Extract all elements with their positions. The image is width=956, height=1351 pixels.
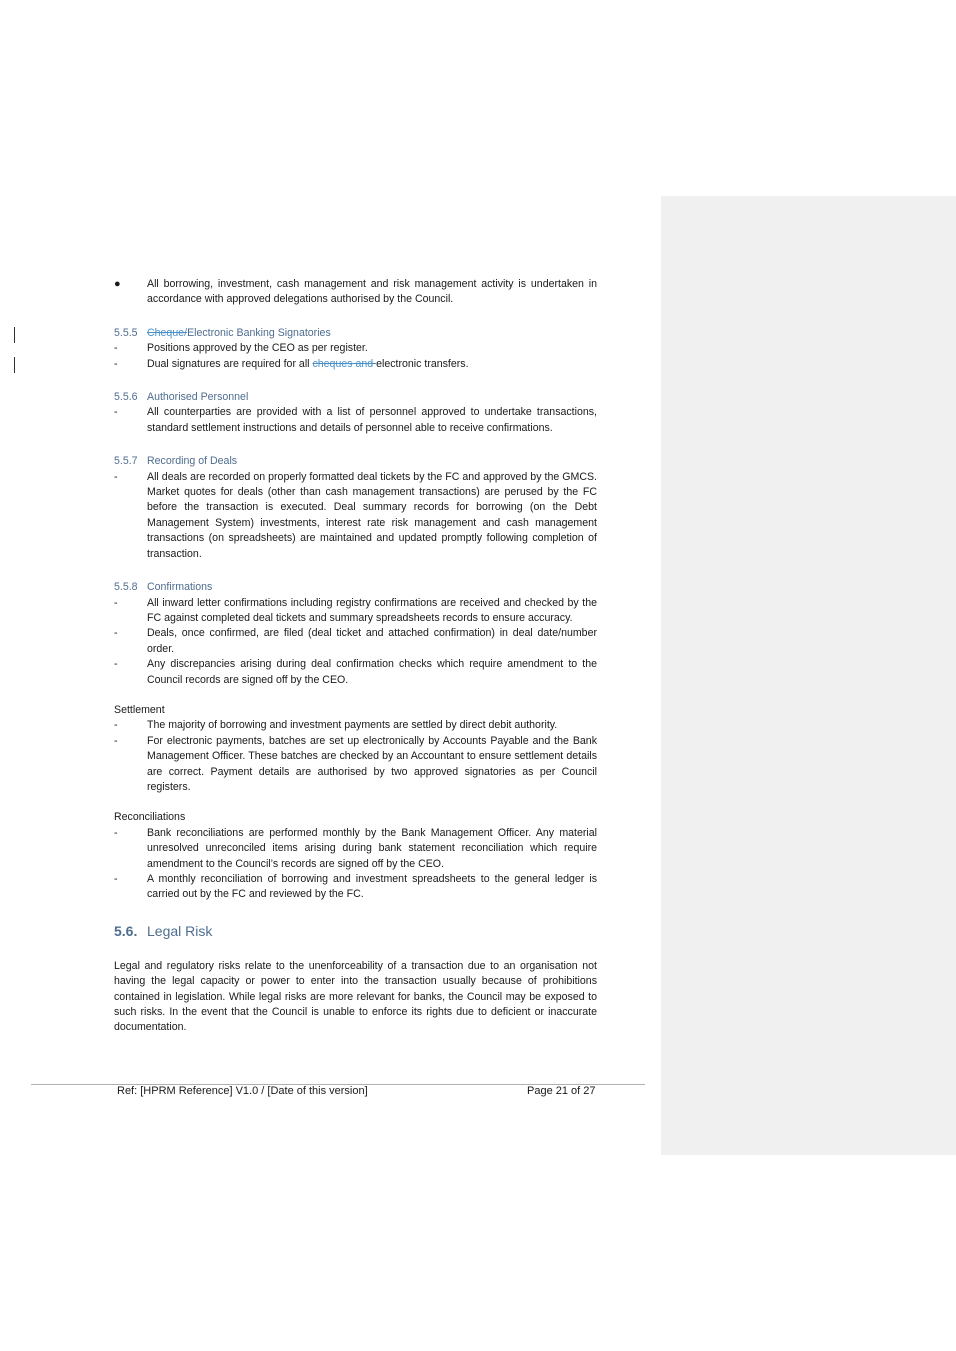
dash-icon: -: [114, 719, 118, 732]
change-bar: [14, 327, 15, 343]
dash-icon: -: [114, 627, 118, 640]
document-body: [114, 277, 597, 1036]
dash-icon: -: [114, 406, 118, 419]
list-item: ● All borrowing, investment, cash management and risk management activity is undertaken in accordance with approved delegations authorised by the Council.: [114, 278, 597, 306]
list-item: - A monthly reconciliation of borrowing and investment spreadsheets to the general ledger is carried out by the FC and reviewed by the FC.: [114, 873, 597, 901]
list-item: - Any discrepancies arising during deal confirmation checks which require amendment to the Council records are signed off by the CEO.: [114, 658, 597, 686]
dash-icon: -: [114, 357, 118, 370]
list-item: - Bank reconciliations are performed monthly by the Bank Management Officer. Any material unresolved unreconciled items arising during bank statement reconciliation which require amendment to the Council’s records are signed off by the CEO.: [114, 826, 597, 870]
dash-icon: -: [114, 826, 118, 839]
dash-icon: -: [114, 342, 118, 355]
comment-pane: [661, 196, 956, 1155]
bullet-icon: ●: [114, 278, 121, 290]
heading-5-5-6: 5.5.6 Authorised Personnel: [114, 391, 249, 404]
deleted-text: Cheque/: [147, 326, 188, 339]
change-bar: [14, 357, 15, 373]
heading-5-5-5: 5.5.5 Cheque/Electronic Banking Signatories: [114, 326, 331, 339]
heading-5-5-8: 5.5.8 Confirmations: [114, 581, 213, 594]
list-item: - All inward letter confirmations including registry confirmations are received and checked by the FC against completed deal tickets and summary spreadsheets records to ensure accuracy.: [114, 596, 597, 624]
dash-icon: -: [114, 596, 118, 609]
list-item: - Positions approved by the CEO as per register.: [114, 341, 597, 356]
heading-5-5-7: 5.5.7 Recording of Deals: [114, 455, 238, 468]
dash-icon: -: [114, 734, 118, 747]
list-item: - All deals are recorded on properly formatted deal tickets by the FC and approved by the GMCS. Market quotes for deals (other than cash management transactions) are perused by the FC before the transaction is executed. Deal summary records for borrowing (on the Debt Management System) investments, interest rate risk management and cash management transactions (on spreadsheets) are maintained and updated promptly following completion of transaction.: [114, 470, 597, 560]
dash-icon: -: [114, 470, 118, 483]
list-item: - Dual signatures are required for all cheques and electronic transfers.: [114, 357, 597, 372]
list-item: - All counterparties are provided with a list of personnel approved to undertake transactions, standard settlement instructions and details of personnel able to receive confirmations.: [114, 406, 597, 434]
heading-settlement: Settlement: [114, 703, 165, 716]
page-number: Page 21 of 27: [527, 1085, 596, 1097]
list-item: - The majority of borrowing and investment payments are settled by direct debit authority.: [114, 718, 597, 733]
dash-icon: -: [114, 873, 118, 885]
dash-icon: -: [114, 658, 118, 671]
paragraph: Legal and regulatory risks relate to the unenforceability of a transaction due to an organisation not having the legal capacity or power to enter into the transaction usually because of prohibitions contained in legislation. While legal risks are more relevant for banks, the Council may be exposed to such risks. In the event that the Council is unable to enforce its rights due to deficient or inaccurate documentation.: [114, 959, 597, 1034]
footer-reference: Ref: [HPRM Reference] V1.0 / [Date of this version]: [117, 1085, 368, 1097]
heading-5-6: 5.6. Legal Risk: [114, 922, 213, 939]
list-item: - Deals, once confirmed, are filed (deal ticket and attached confirmation) in deal date/number order.: [114, 627, 597, 655]
list-item: - For electronic payments, batches are set up electronically by Accounts Payable and the Bank Management Officer. These batches are checked by an Accountant to ensure settlement details are correct. Payment details are authorised by two approved signatories as per Council registers.: [114, 734, 597, 793]
deleted-text: cheques and: [312, 357, 377, 370]
heading-reconciliations: Reconciliations: [114, 811, 186, 824]
